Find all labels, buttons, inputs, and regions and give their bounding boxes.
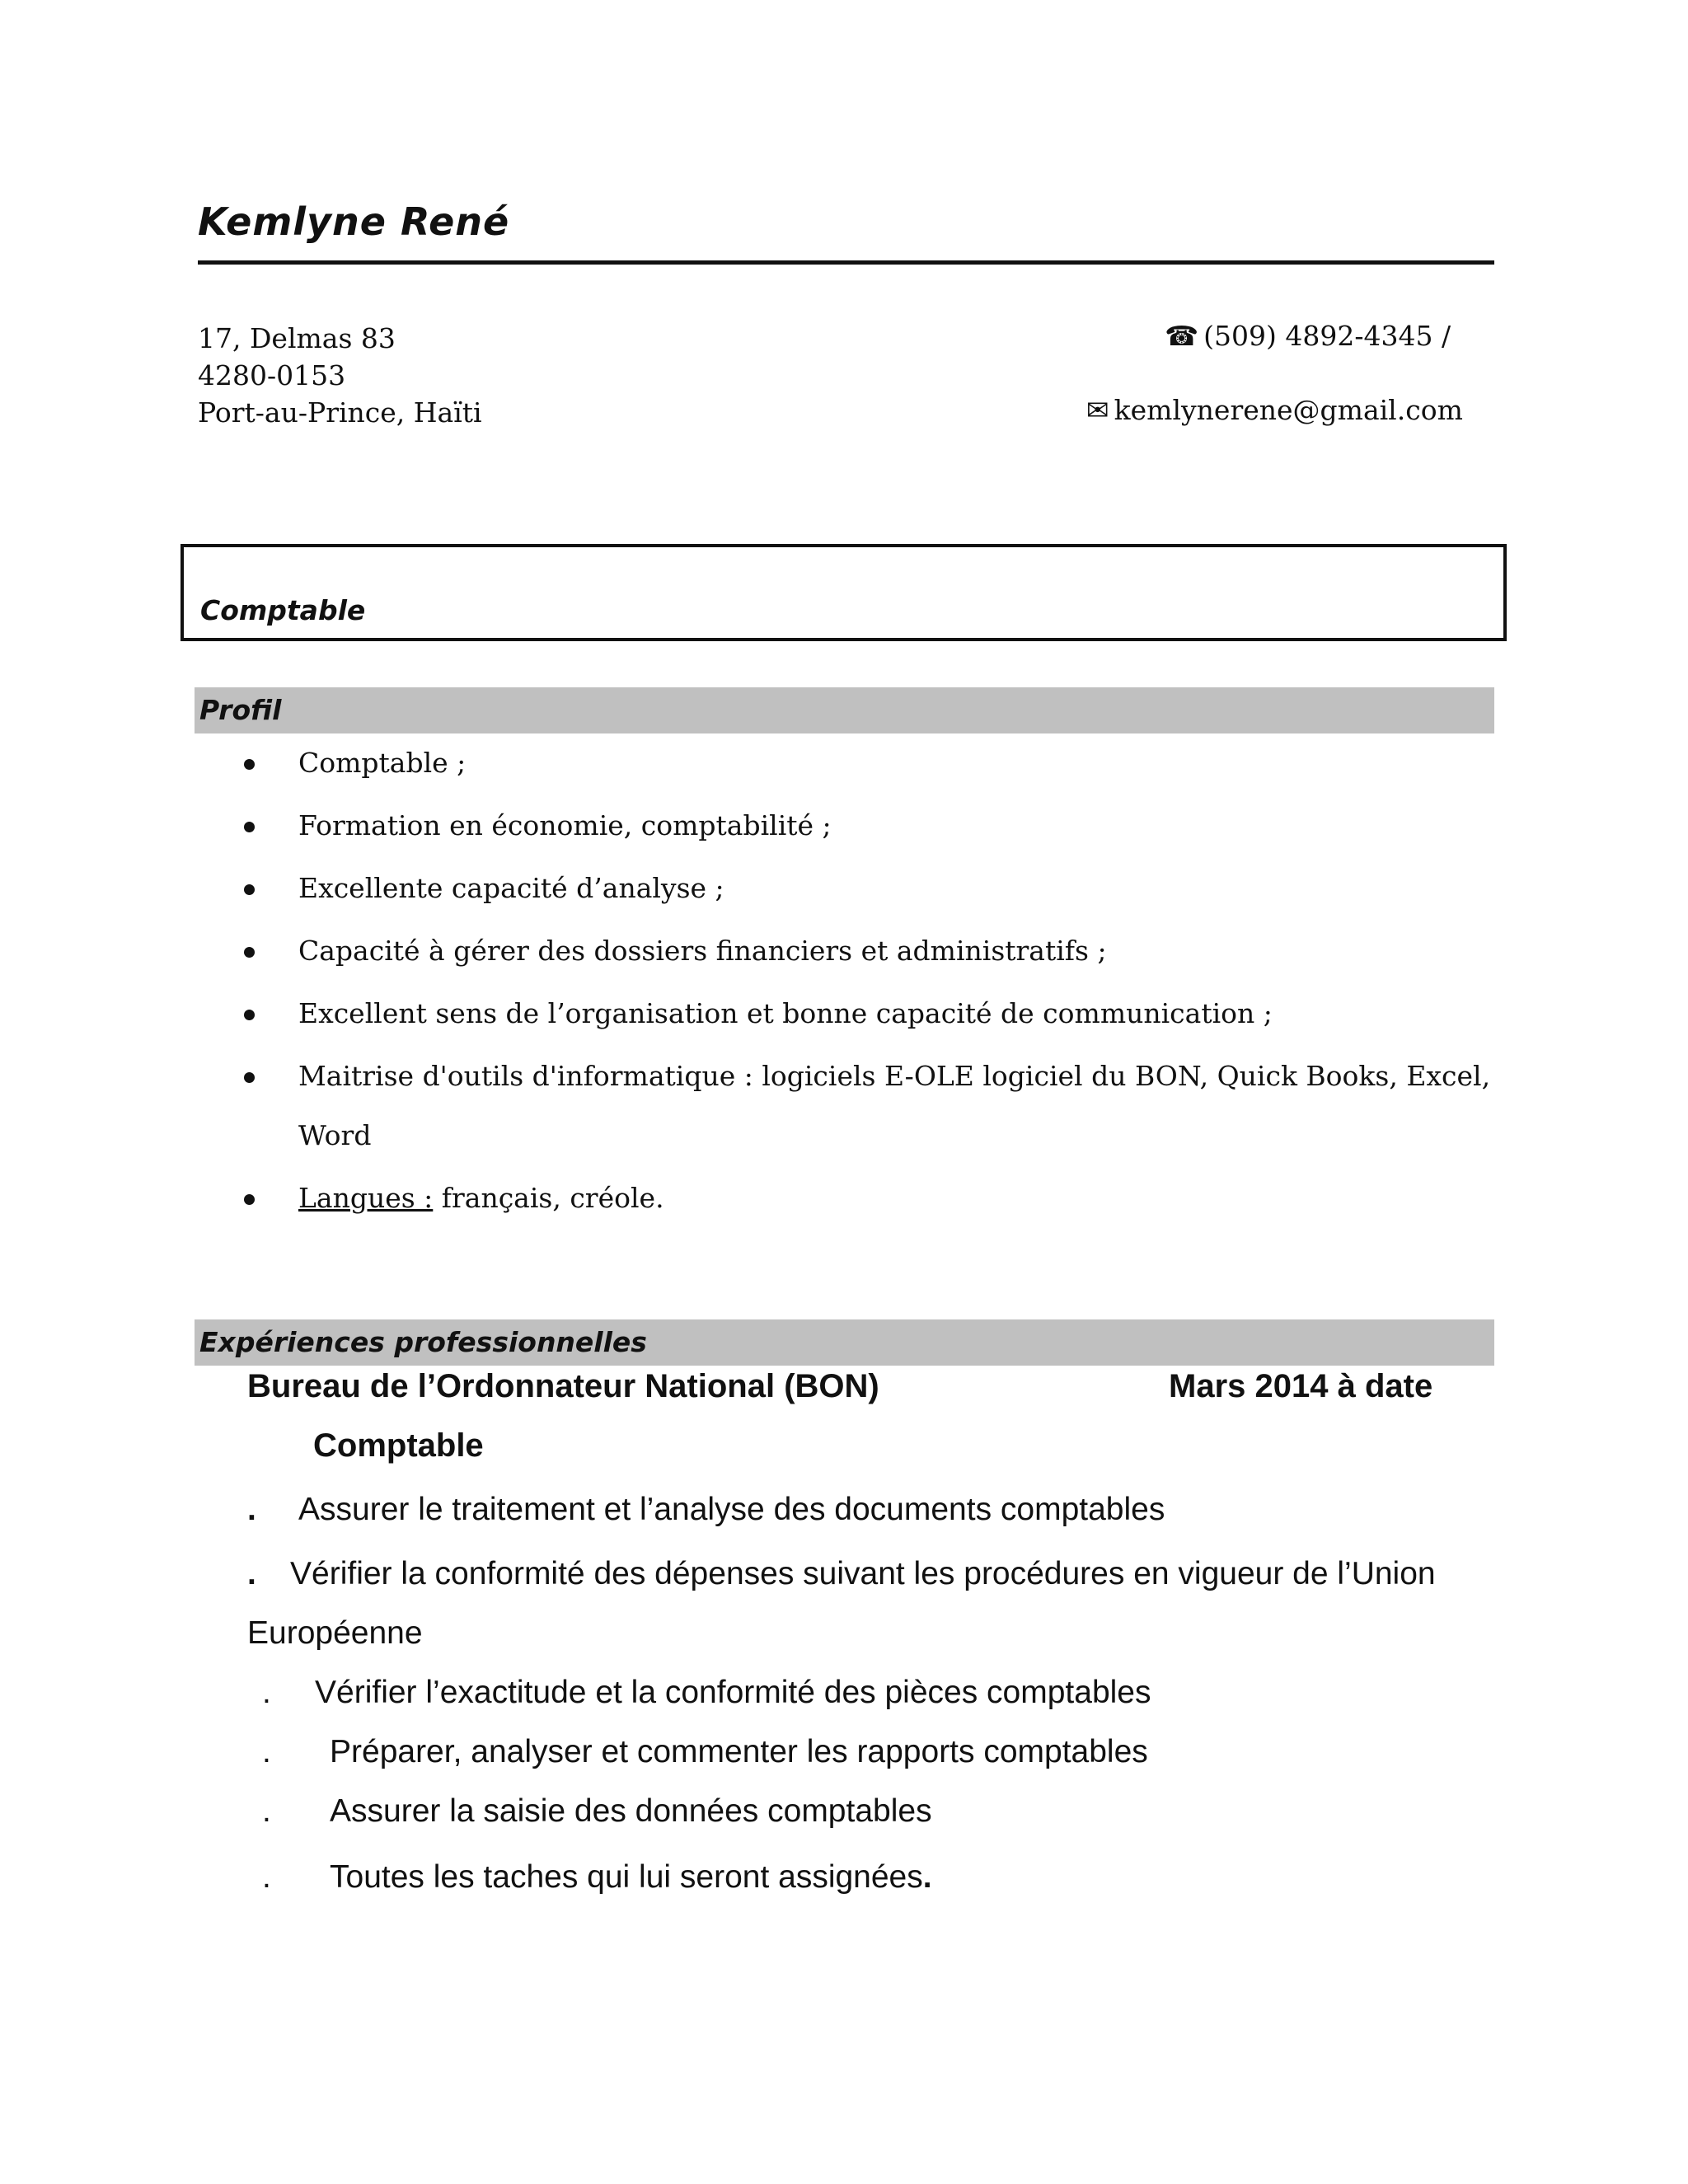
bullet-icon: [244, 759, 255, 770]
experience-section-header: [195, 1319, 1494, 1366]
bullet-icon: [244, 1194, 255, 1205]
list-item-text: Comptable ;: [298, 747, 467, 779]
address-line-1: 17, Delmas 83: [198, 322, 396, 354]
job-title: Comptable: [200, 594, 366, 626]
employer-name: Bureau de l’Ordonnateur National (BON): [247, 1368, 879, 1404]
bullet-icon: [244, 884, 255, 895]
list-item: [198, 859, 1500, 921]
duty-bullet: .: [247, 1556, 256, 1591]
address-block: [198, 320, 482, 431]
address-line-3: Port-au-Prince, Haïti: [198, 396, 482, 429]
phone-contact: [1165, 320, 1451, 352]
languages-label: Langues :: [298, 1182, 434, 1214]
experience-heading: Expériences professionnelles: [199, 1326, 647, 1358]
candidate-name: Kemlyne René: [198, 199, 510, 244]
list-item-text: Formation en économie, comptabilité ;: [298, 809, 832, 841]
duty-item: [247, 1556, 1436, 1592]
duty-text: Assurer le traitement et l’analyse des documents comptables: [298, 1492, 1165, 1527]
envelope-icon: ✉: [1086, 394, 1109, 426]
bullet-icon: [244, 822, 255, 832]
list-item-text: Maitrise d'outils d'informatique : logiciels E-OLE logiciel du BON, Quick Books, Excel, Word: [298, 1060, 1491, 1151]
duty-item: [262, 1859, 932, 1896]
duty-text: Préparer, analyser et commenter les rapports comptables: [330, 1734, 1148, 1769]
telephone-icon: ☎: [1165, 320, 1199, 352]
duty-text: Assurer la saisie des données comptables: [330, 1793, 932, 1829]
duty-text: Vérifier l’exactitude et la conformité des pièces comptables: [315, 1675, 1151, 1710]
email-address: kemlynerene@gmail.com: [1114, 394, 1463, 426]
bullet-icon: [244, 1010, 255, 1020]
duty-item: [262, 1734, 1148, 1770]
duty-item: [247, 1492, 1165, 1528]
list-item-text: Capacité à gérer des dossiers financiers et administratifs ;: [298, 935, 1107, 967]
list-item-text: Excellent sens de l’organisation et bonne capacité de communication ;: [298, 997, 1273, 1029]
list-item-languages: [198, 1169, 1500, 1231]
duty-item-continued: [247, 1615, 423, 1652]
duty-bullet: .: [247, 1492, 256, 1527]
duty-final-period: .: [922, 1859, 932, 1895]
bullet-icon: [244, 947, 255, 958]
phone-number: (509) 4892-4345 /: [1203, 320, 1451, 352]
email-contact: [1086, 394, 1463, 426]
duty-text: Européenne: [247, 1615, 423, 1651]
job-title-box: [181, 544, 1507, 641]
languages-value: français, créole.: [433, 1182, 664, 1214]
list-item: [198, 1047, 1500, 1165]
employment-date: Mars 2014 à date: [1169, 1368, 1433, 1404]
duty-text: Vérifier la conformité des dépenses suivant les procédures en vigueur de l’Union: [290, 1556, 1436, 1591]
duty-text: Toutes les taches qui lui seront assignées: [330, 1859, 923, 1895]
duty-bullet: .: [262, 1859, 271, 1895]
duty-item: [262, 1793, 932, 1830]
list-item: [198, 984, 1500, 1047]
name-underline-rule: [198, 260, 1494, 265]
list-item: [198, 733, 1500, 796]
role-title: Comptable: [313, 1427, 484, 1464]
duty-bullet: .: [262, 1675, 271, 1710]
address-line-2: 4280-0153: [198, 359, 346, 391]
list-item: [198, 921, 1500, 984]
bullet-icon: [244, 1072, 255, 1083]
profile-list: [198, 733, 1500, 1231]
list-item-text: Excellente capacité d’analyse ;: [298, 872, 724, 904]
duty-bullet: .: [262, 1734, 271, 1769]
duty-bullet: .: [262, 1793, 271, 1829]
list-item: [198, 796, 1500, 859]
duty-item: [262, 1675, 1151, 1711]
profile-heading: Profil: [199, 694, 282, 726]
profile-section-header: [195, 687, 1494, 733]
